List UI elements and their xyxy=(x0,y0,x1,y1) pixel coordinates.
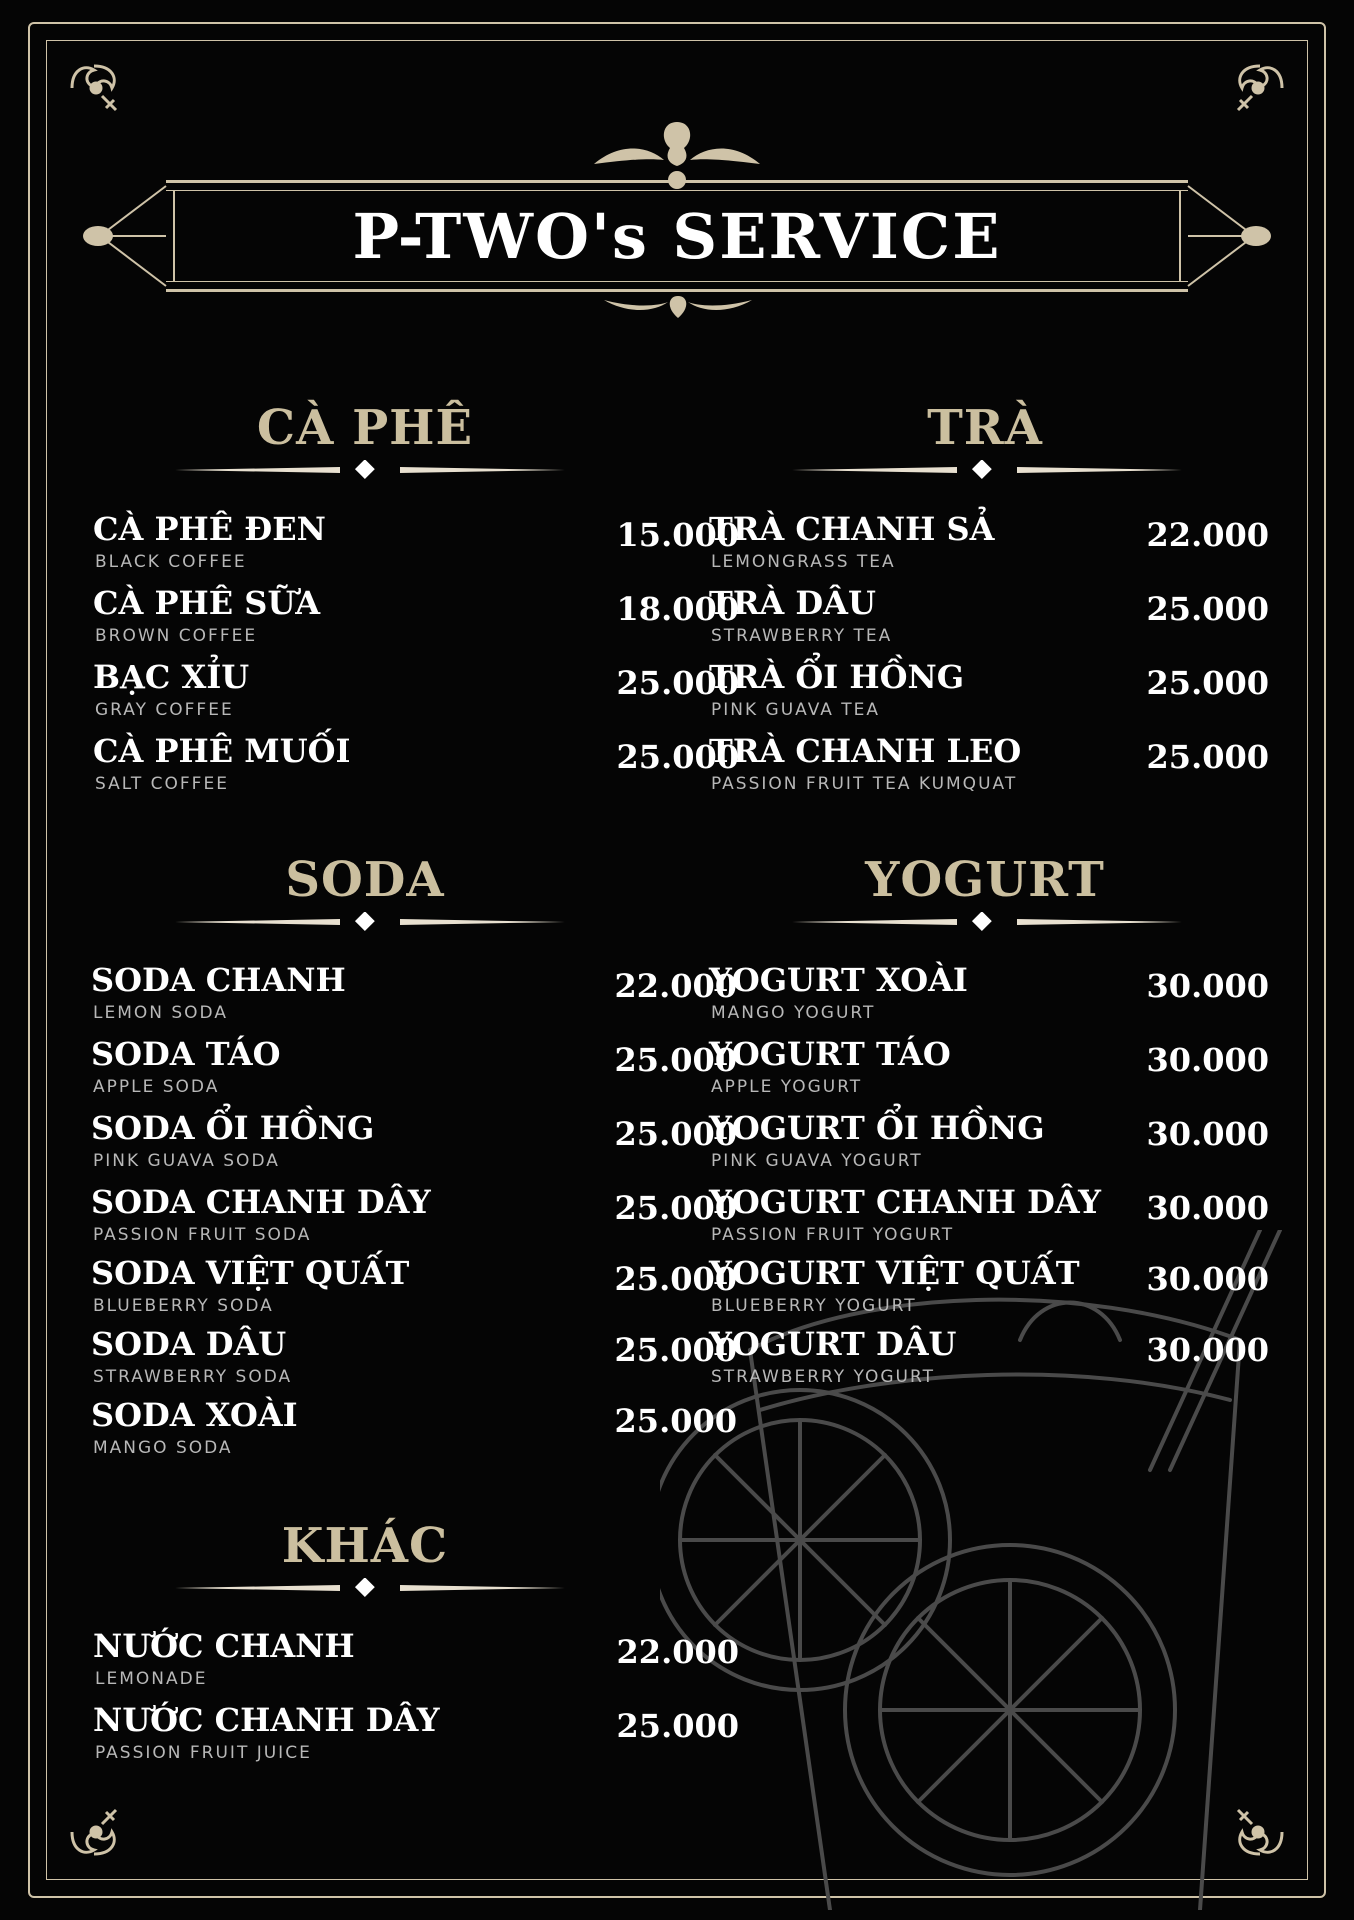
section-title-tra: TRÀ xyxy=(927,400,1043,456)
item-name: NƯỚC CHANH DÂY xyxy=(93,1701,440,1739)
menu-item xyxy=(93,584,739,646)
item-english-name: APPLE YOGURT xyxy=(711,1077,863,1097)
menu-item xyxy=(709,510,1269,572)
item-price: 18.000 xyxy=(616,590,739,628)
item-name: YOGURT XOÀI xyxy=(709,961,968,999)
page-title: P-TWO's SERVICE xyxy=(352,199,1002,273)
item-price: 30.000 xyxy=(1146,1041,1269,1079)
item-english-name: MANGO SODA xyxy=(93,1438,233,1458)
item-price: 30.000 xyxy=(1146,1189,1269,1227)
item-price: 25.000 xyxy=(614,1402,737,1440)
item-name: SODA XOÀI xyxy=(91,1396,298,1434)
menu-item xyxy=(709,584,1269,646)
item-english-name: STRAWBERRY TEA xyxy=(711,626,893,646)
pin-ornament-icon xyxy=(80,184,170,288)
menu-item xyxy=(93,732,739,794)
section-divider xyxy=(175,912,565,932)
item-price: 22.000 xyxy=(1146,516,1269,554)
item-name: CÀ PHÊ MUỐI xyxy=(93,732,351,770)
item-english-name: PASSION FRUIT SODA xyxy=(93,1225,312,1245)
title-banner xyxy=(166,180,1188,292)
scroll-ornament-icon xyxy=(598,292,758,324)
menu-item xyxy=(709,1109,1269,1171)
item-price: 25.000 xyxy=(1146,590,1269,628)
item-price: 22.000 xyxy=(616,1633,739,1671)
menu-item xyxy=(93,510,739,572)
menu-item xyxy=(91,1325,737,1387)
menu-item xyxy=(91,1035,737,1097)
menu-item xyxy=(709,961,1269,1023)
menu-item xyxy=(91,1254,737,1316)
section-title-caphe: CÀ PHÊ xyxy=(256,400,474,456)
menu-item xyxy=(93,1701,739,1763)
section-divider xyxy=(175,1578,565,1598)
section-title-yogurt: YOGURT xyxy=(865,852,1105,908)
menu-item xyxy=(709,1035,1269,1097)
item-english-name: STRAWBERRY YOGURT xyxy=(711,1367,935,1387)
item-english-name: PASSION FRUIT YOGURT xyxy=(711,1225,955,1245)
item-name: SODA ỔI HỒNG xyxy=(91,1109,375,1147)
item-english-name: BROWN COFFEE xyxy=(95,626,258,646)
item-english-name: BLUEBERRY SODA xyxy=(93,1296,274,1316)
item-name: SODA CHANH DÂY xyxy=(91,1183,431,1221)
item-price: 30.000 xyxy=(1146,1260,1269,1298)
item-english-name: LEMONADE xyxy=(95,1669,208,1689)
menu-item xyxy=(93,1627,739,1689)
menu-item xyxy=(93,658,739,720)
item-name: YOGURT CHANH DÂY xyxy=(709,1183,1101,1221)
section-divider xyxy=(792,912,1182,932)
menu-item xyxy=(709,1325,1269,1387)
item-name: TRÀ DÂU xyxy=(709,584,876,622)
item-name: SODA TÁO xyxy=(91,1035,281,1073)
item-price: 22.000 xyxy=(614,967,737,1005)
menu-item xyxy=(709,658,1269,720)
section-divider xyxy=(175,460,565,480)
item-price: 25.000 xyxy=(1146,664,1269,702)
item-name: YOGURT VIỆT QUẤT xyxy=(709,1254,1080,1292)
item-price: 30.000 xyxy=(1146,967,1269,1005)
item-name: YOGURT ỔI HỒNG xyxy=(709,1109,1045,1147)
item-name: YOGURT DÂU xyxy=(709,1325,957,1363)
item-name: BẠC XỈU xyxy=(93,658,250,696)
corner-flourish-icon xyxy=(62,1800,126,1864)
menu-item xyxy=(709,1183,1269,1245)
item-price: 25.000 xyxy=(616,664,739,702)
item-name: SODA DÂU xyxy=(91,1325,287,1363)
menu-item xyxy=(91,1396,737,1458)
item-price: 25.000 xyxy=(616,738,739,776)
item-english-name: PINK GUAVA TEA xyxy=(711,700,881,720)
item-english-name: PASSION FRUIT TEA KUMQUAT xyxy=(711,774,1018,794)
item-name: TRÀ ỔI HỒNG xyxy=(709,658,965,696)
item-english-name: BLUEBERRY YOGURT xyxy=(711,1296,917,1316)
item-price: 25.000 xyxy=(614,1115,737,1153)
item-english-name: GRAY COFFEE xyxy=(95,700,234,720)
item-price: 25.000 xyxy=(614,1041,737,1079)
item-english-name: PASSION FRUIT JUICE xyxy=(95,1743,312,1763)
item-price: 25.000 xyxy=(616,1707,739,1745)
item-name: SODA CHANH xyxy=(91,961,346,999)
item-english-name: LEMON SODA xyxy=(93,1003,228,1023)
item-english-name: BLACK COFFEE xyxy=(95,552,247,572)
pin-ornament-icon xyxy=(1184,184,1274,288)
item-english-name: APPLE SODA xyxy=(93,1077,220,1097)
item-name: NƯỚC CHANH xyxy=(93,1627,355,1665)
item-english-name: PINK GUAVA SODA xyxy=(93,1151,280,1171)
item-price: 25.000 xyxy=(614,1331,737,1369)
menu-item xyxy=(709,732,1269,794)
item-price: 30.000 xyxy=(1146,1331,1269,1369)
section-title-soda: SODA xyxy=(285,852,445,908)
item-price: 25.000 xyxy=(614,1189,737,1227)
item-price: 25.000 xyxy=(614,1260,737,1298)
item-name: YOGURT TÁO xyxy=(709,1035,951,1073)
item-name: SODA VIỆT QUẤT xyxy=(91,1254,410,1292)
section-title-khac: KHÁC xyxy=(281,1518,449,1574)
item-price: 30.000 xyxy=(1146,1115,1269,1153)
item-english-name: PINK GUAVA YOGURT xyxy=(711,1151,923,1171)
menu-item xyxy=(91,961,737,1023)
menu-item xyxy=(91,1109,737,1171)
menu-item xyxy=(91,1183,737,1245)
corner-flourish-icon xyxy=(62,56,126,120)
item-name: TRÀ CHANH SẢ xyxy=(709,510,995,548)
item-english-name: STRAWBERRY SODA xyxy=(93,1367,293,1387)
section-divider xyxy=(792,460,1182,480)
item-price: 15.000 xyxy=(616,516,739,554)
corner-flourish-icon xyxy=(1228,56,1292,120)
item-name: TRÀ CHANH LEO xyxy=(709,732,1022,770)
item-english-name: LEMONGRASS TEA xyxy=(711,552,896,572)
item-name: CÀ PHÊ SỮA xyxy=(93,584,321,622)
menu-item xyxy=(709,1254,1269,1316)
item-price: 25.000 xyxy=(1146,738,1269,776)
item-name: CÀ PHÊ ĐEN xyxy=(93,510,326,548)
item-english-name: MANGO YOGURT xyxy=(711,1003,876,1023)
item-english-name: SALT COFFEE xyxy=(95,774,229,794)
